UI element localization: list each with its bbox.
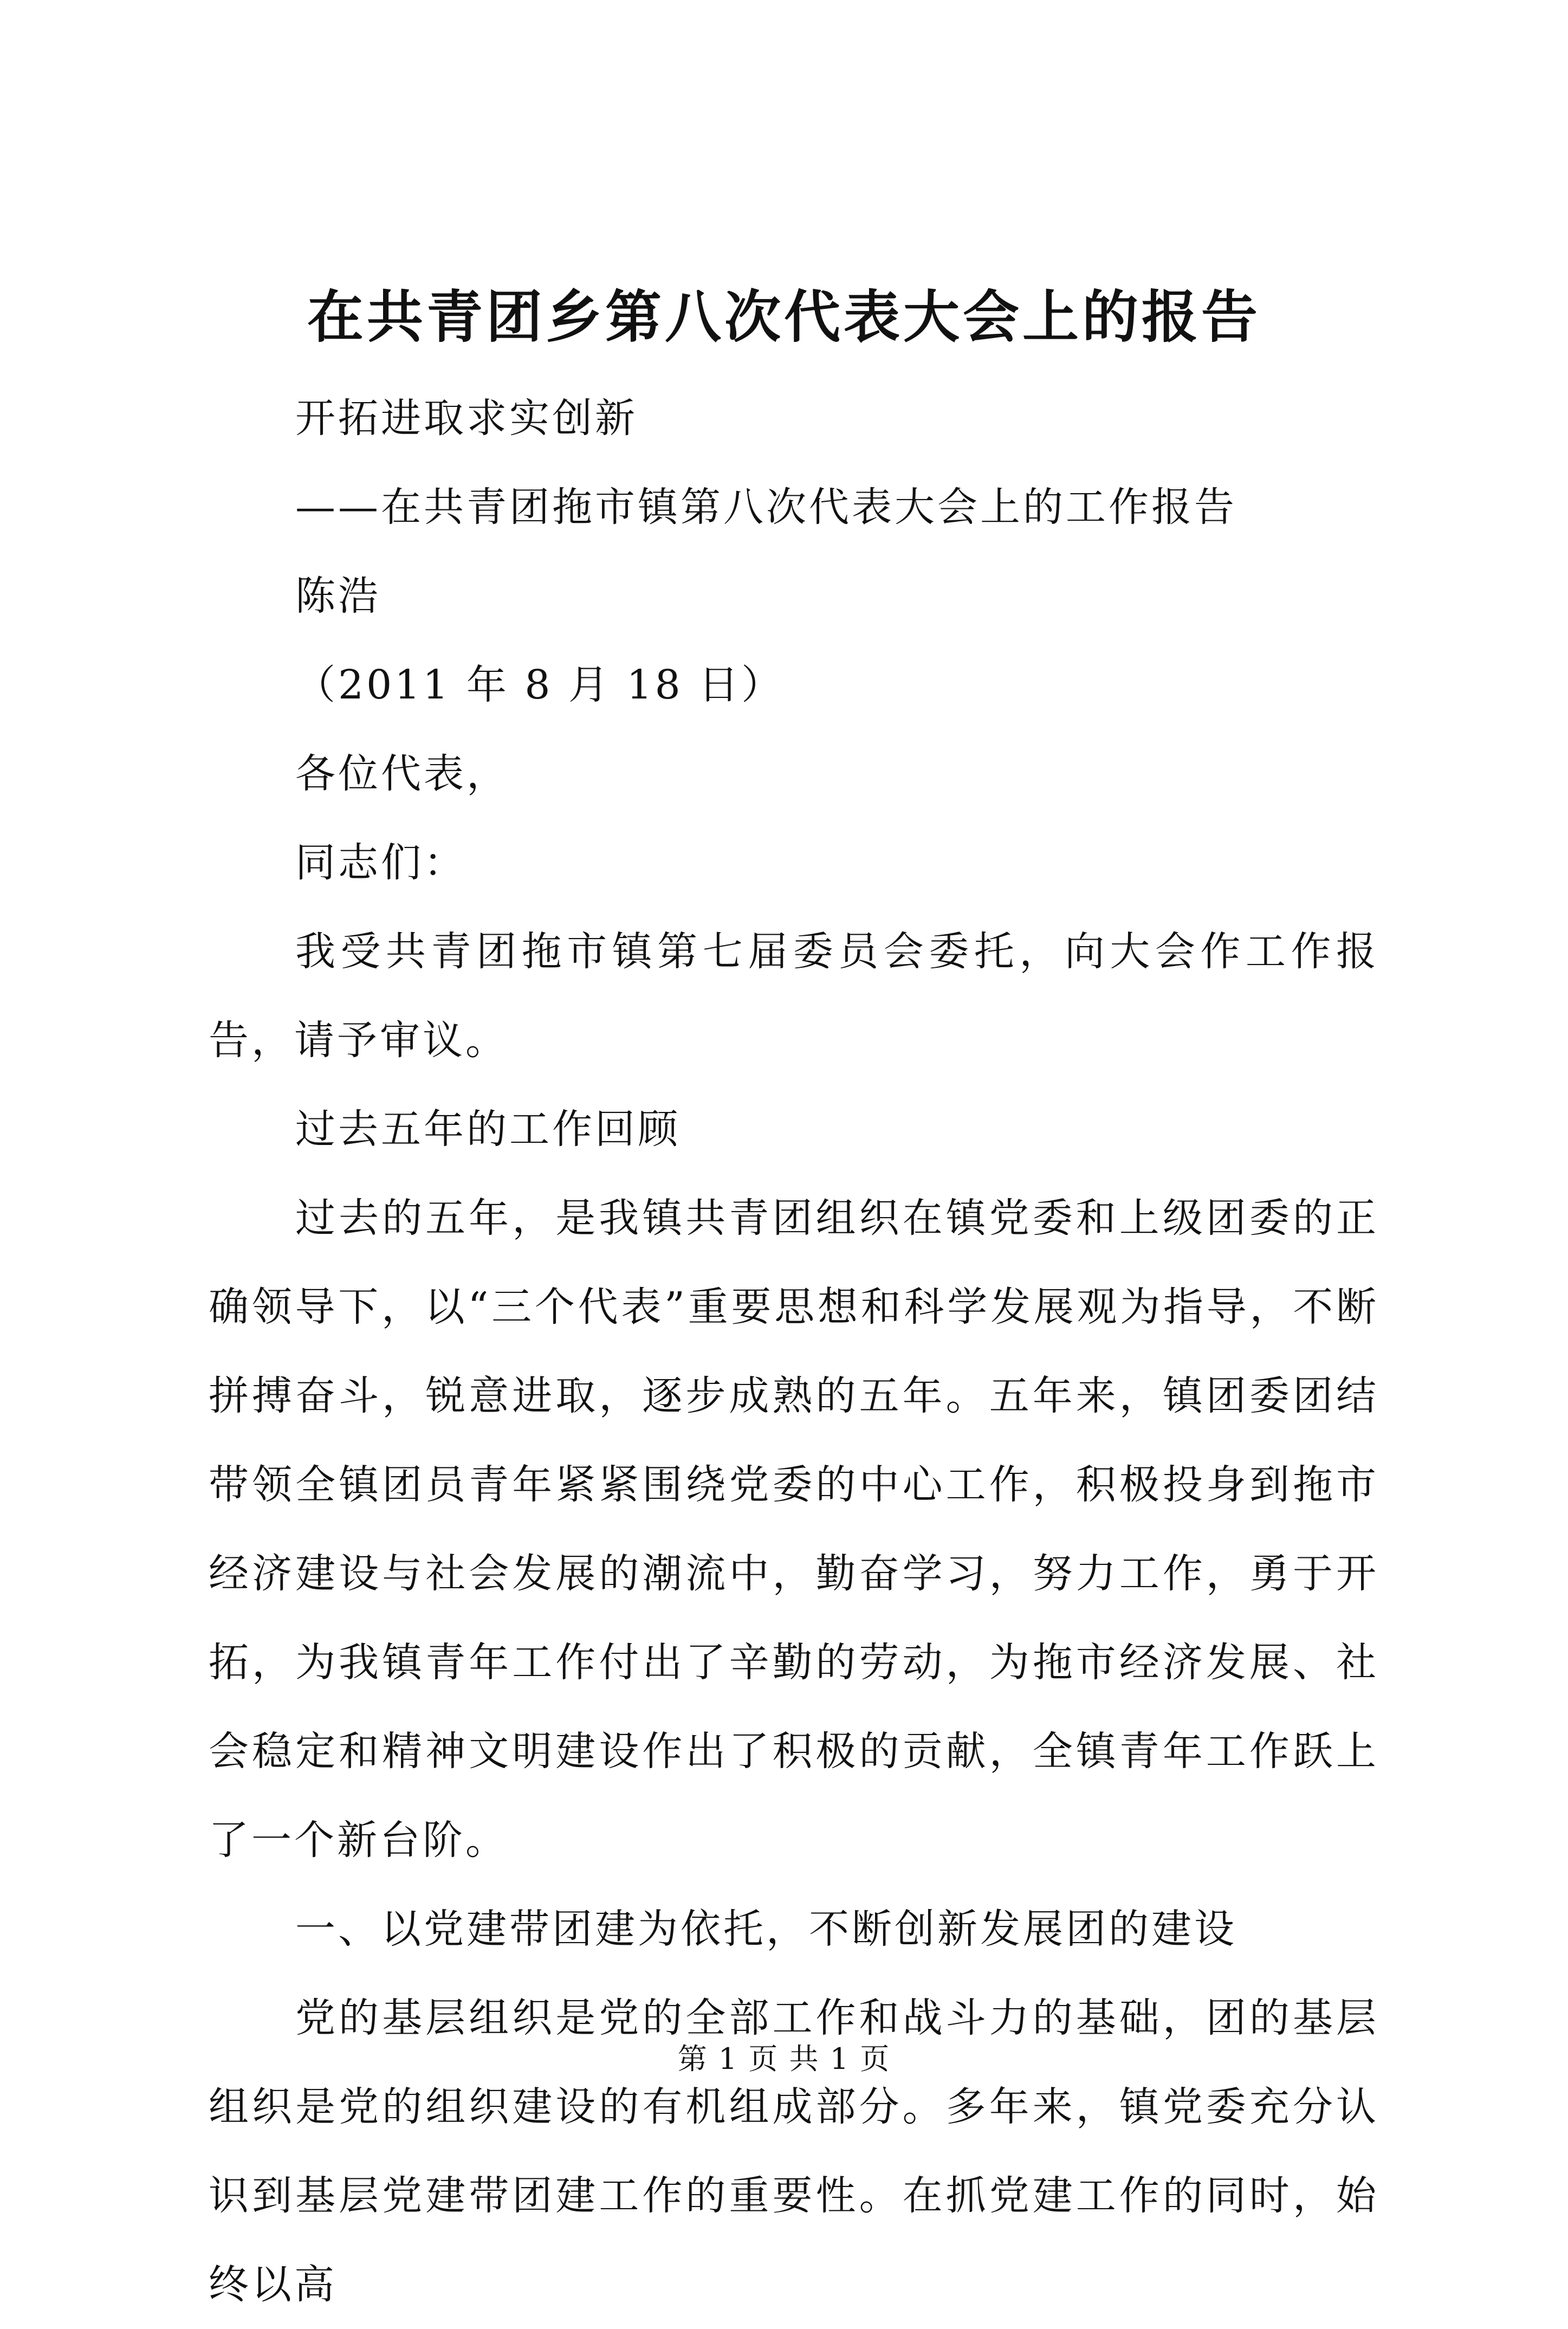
salutation-line: 同志们： — [295, 839, 466, 886]
document-body — [209, 374, 1379, 2329]
date-line: （2011 年 8 月 18 日） — [295, 662, 785, 708]
section-heading: 过去五年的工作回顾 — [295, 1106, 681, 1153]
intro-paragraph: 我受共青团拖市镇第七届委员会委托，向大会作工作报告，请予审议。 — [209, 928, 1379, 1064]
author-line: 陈浩 — [295, 573, 381, 619]
salutation-line: 各位代表， — [295, 751, 509, 797]
section-heading: 一、以党建带团建为依托，不断创新发展团的建设 — [295, 1906, 1237, 1952]
page-footer: 第 1 页 共 1 页 — [677, 2042, 891, 2076]
slogan-line: 开拓进取求实创新 — [295, 395, 638, 442]
section-paragraph: 党的基层组织是党的全部工作和战斗力的基础，团的基层组织是党的组织建设的有机组成部分。多年来，镇党委充分认识到基层党建带团建工作的重要性。在抓党建工作的同时，始终以高 — [209, 1995, 1379, 2308]
document-title: 在共青团乡第八次代表大会上的报告 — [307, 283, 1261, 350]
review-paragraph: 过去的五年，是我镇共青团组织在镇党委和上级团委的正确领导下，以“三个代表”重要思想和科学发展观为指导，不断拼搏奋斗，锐意进取，逐步成熟的五年。五年来，镇团委团结带领全镇团员青年紧紧围绕党委的中心工作，积极投身到拖市经济建设与社会发展的潮流中，勤奋学习，努力工作，勇于开拓，为我镇青年工作付出了辛勤的劳动，为拖市经济发展、社会稳定和精神文明建设作出了积极的贡献，全镇青年工作跃上了一个新台阶。 — [209, 1195, 1379, 1864]
subtitle-line: ——在共青团拖市镇第八次代表大会上的工作报告 — [295, 484, 1237, 531]
